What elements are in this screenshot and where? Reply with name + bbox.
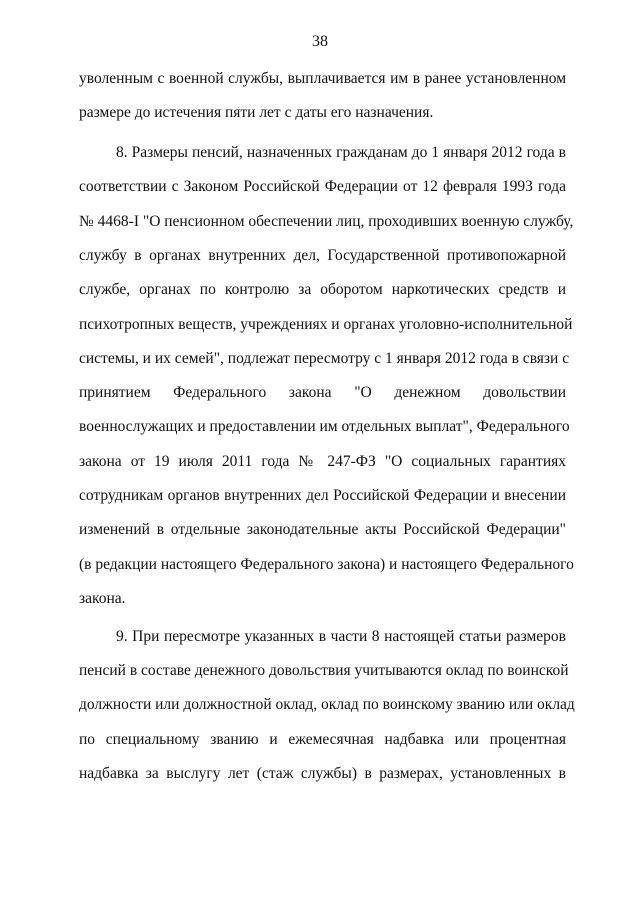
text-line: по специальному званию и ежемесячная надбавка или процентная <box>79 731 566 748</box>
text-line: изменений в отдельные законодательные акты Российской Федерации" <box>79 521 566 538</box>
text-line: надбавка за выслугу лет (стаж службы) в размерах, установленных в <box>79 765 566 782</box>
text-line: пенсий в составе денежного довольствия учитываются оклад по воинской <box>79 662 569 679</box>
text-line: принятием Федерального закона "О денежном довольствии <box>79 384 566 401</box>
text-line: размере до истечения пяти лет с даты его назначения. <box>79 104 434 121</box>
text-line: соответствии с Законом Российской Федерации от 12 февраля 1993 года <box>79 178 566 195</box>
text-line: сотрудникам органов внутренних дел Российской Федерации и внесении <box>79 487 566 504</box>
text-line: (в редакции настоящего Федерального закона) и настоящего Федерального <box>79 556 574 573</box>
text-line: закона. <box>79 590 126 607</box>
text-line: военнослужащих и предоставлении им отдельных выплат", Федерального <box>79 418 570 435</box>
text-line: должности или должностной оклад, оклад по воинскому званию или оклад <box>79 696 575 713</box>
text-line: службу в органах внутренних дел, Государственной противопожарной <box>79 247 566 264</box>
text-line: 8. Размеры пенсий, назначенных гражданам до 1 января 2012 года в <box>116 144 566 161</box>
text-line: 9. При пересмотре указанных в части 8 настоящей статьи размеров <box>116 628 566 645</box>
text-line: службе, органах по контролю за оборотом наркотических средств и <box>79 281 566 298</box>
text-line: системы, и их семей", подлежат пересмотру с 1 января 2012 года в связи с <box>79 350 570 367</box>
page-number: 38 <box>312 33 328 50</box>
text-line: № 4468-I "О пенсионном обеспечении лиц, проходивших военную службу, <box>79 213 574 230</box>
text-line: уволенным с военной службы, выплачивается им в ранее установленном <box>79 70 566 87</box>
text-line: психотропных веществ, учреждениях и органах уголовно-исполнительной <box>79 316 573 333</box>
text-line: закона от 19 июля 2011 года № 247-ФЗ "О социальных гарантиях <box>79 453 566 470</box>
